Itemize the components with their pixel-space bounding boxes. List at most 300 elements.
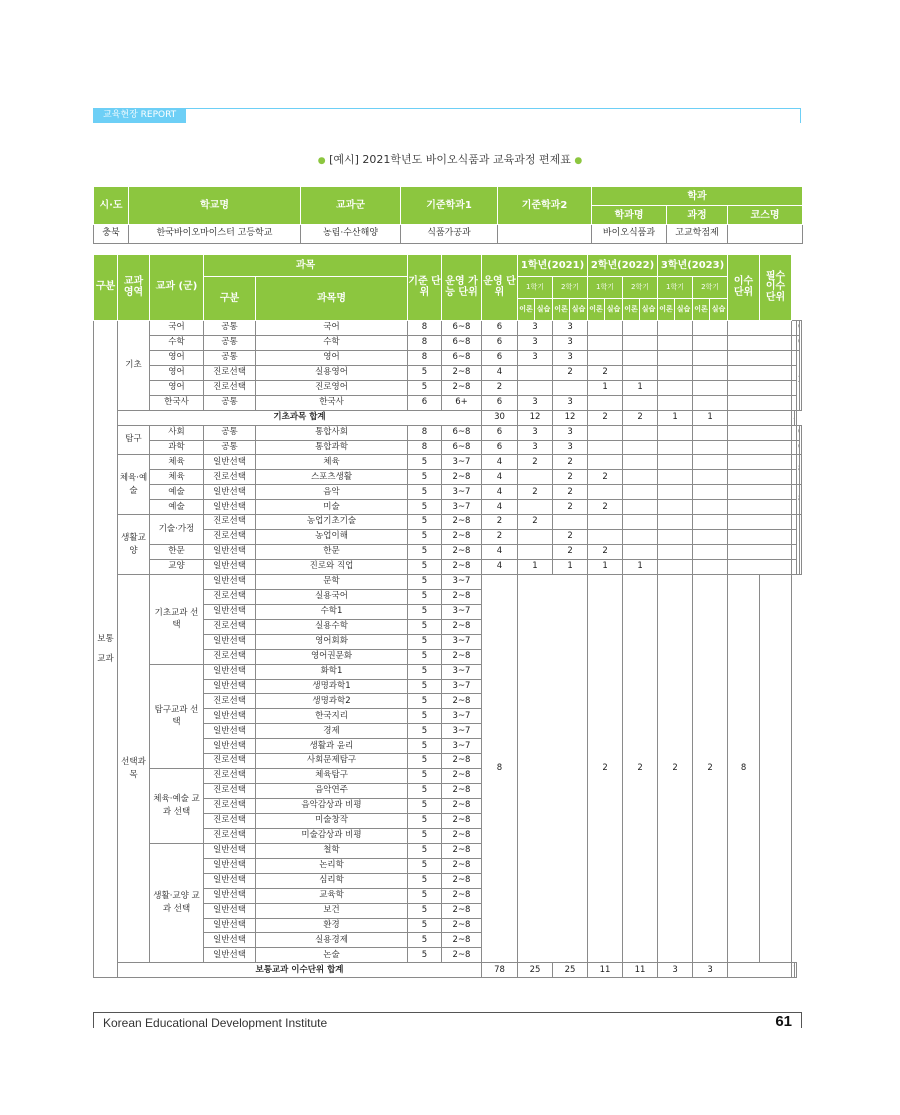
base-unit: 5 xyxy=(408,530,442,545)
semester-unit xyxy=(792,470,797,485)
group-cell: 체육·예술 교과 선택 xyxy=(150,769,204,844)
semester-unit: 3 xyxy=(553,335,588,350)
semester-unit xyxy=(588,440,623,455)
semester-unit: 1 xyxy=(588,380,623,395)
semester-unit xyxy=(658,545,693,560)
subject-name: 한국사 xyxy=(256,395,408,410)
type-cell: 진로선택 xyxy=(204,828,256,843)
semester-unit: 3 xyxy=(518,425,553,440)
semester-unit xyxy=(623,425,658,440)
semester-unit xyxy=(658,455,693,470)
summary-row xyxy=(94,410,802,425)
semester-unit xyxy=(693,365,728,380)
info-header: 시·도 xyxy=(94,187,129,225)
semester-unit: 2 xyxy=(553,545,588,560)
total-value: 12 xyxy=(518,410,553,425)
info-header: 교과군 xyxy=(301,187,401,225)
group-cell: 과학 xyxy=(150,440,204,455)
unit-range: 2~8 xyxy=(442,784,482,799)
semester-unit xyxy=(728,440,792,455)
subject-name: 실용경제 xyxy=(256,933,408,948)
oper-unit: 6 xyxy=(482,440,518,455)
table-row xyxy=(94,365,802,380)
subject-name: 미술감상과 비평 xyxy=(256,828,408,843)
unit-range: 3~7 xyxy=(442,485,482,500)
semester-unit: 1 xyxy=(623,560,658,575)
unit-range: 6~8 xyxy=(442,335,482,350)
semester-unit xyxy=(728,350,792,365)
h-gubun: 구분 xyxy=(94,255,118,321)
semester-unit xyxy=(693,500,728,515)
table-row xyxy=(94,350,802,365)
info-value: 충북 xyxy=(94,225,129,244)
subject-name: 사회문제탐구 xyxy=(256,754,408,769)
semester-unit: 3 xyxy=(553,425,588,440)
type-cell: 일반선택 xyxy=(204,545,256,560)
semester-unit: 3 xyxy=(518,321,553,336)
semester-unit xyxy=(792,560,797,575)
type-cell: 일반선택 xyxy=(204,858,256,873)
semester-unit xyxy=(792,530,797,545)
type-cell: 공통 xyxy=(204,321,256,336)
h-name: 과목명 xyxy=(256,277,408,321)
info-value: 농림·수산해양 xyxy=(301,225,401,244)
type-cell: 진로선택 xyxy=(204,619,256,634)
total-value: 1 xyxy=(658,410,693,425)
unit-range: 6~8 xyxy=(442,440,482,455)
table-row xyxy=(94,335,802,350)
req-cell xyxy=(799,485,801,515)
type-cell: 진로선택 xyxy=(204,380,256,395)
footer-org: Korean Educational Development Institute xyxy=(103,1016,328,1030)
summary-row xyxy=(94,963,802,978)
semester-unit: 3 xyxy=(553,440,588,455)
subject-name: 체육 xyxy=(256,455,408,470)
total-value: 78 xyxy=(482,963,518,978)
semester-unit: 1 xyxy=(553,560,588,575)
total-value xyxy=(728,963,792,978)
unit-range: 2~8 xyxy=(442,769,482,784)
semester-unit: 3 xyxy=(518,335,553,350)
semester-unit xyxy=(588,321,623,336)
semester-unit: 2 xyxy=(588,365,623,380)
semester-unit xyxy=(658,500,693,515)
semester-unit xyxy=(588,395,623,410)
type-cell: 일반선택 xyxy=(204,455,256,470)
group-cell: 생활·교양 교과 선택 xyxy=(150,843,204,963)
base-unit: 5 xyxy=(408,918,442,933)
table-row xyxy=(94,500,802,515)
base-unit: 5 xyxy=(408,545,442,560)
total-value: 12 xyxy=(553,410,588,425)
h-sem: 1학기 xyxy=(588,277,623,299)
type-cell: 공통 xyxy=(204,425,256,440)
base-unit: 5 xyxy=(408,724,442,739)
semester-unit xyxy=(728,500,792,515)
total-value: 2 xyxy=(623,410,658,425)
unit-range: 2~8 xyxy=(442,903,482,918)
oper-unit: 2 xyxy=(482,515,518,530)
base-unit: 5 xyxy=(408,485,442,500)
header-line-end xyxy=(800,108,801,123)
base-unit: 5 xyxy=(408,455,442,470)
type-cell: 일반선택 xyxy=(204,560,256,575)
unit-range: 2~8 xyxy=(442,589,482,604)
semester-unit xyxy=(728,395,792,410)
semester-unit: 2 xyxy=(623,574,658,962)
total-value: 3 xyxy=(693,963,728,978)
semester-unit xyxy=(658,395,693,410)
semester-unit xyxy=(693,560,728,575)
subject-name: 논술 xyxy=(256,948,408,963)
semester-unit: 2 xyxy=(553,455,588,470)
base-unit: 5 xyxy=(408,634,442,649)
subject-name: 생명과학2 xyxy=(256,694,408,709)
unit-range: 2~8 xyxy=(442,530,482,545)
gubun-label: 보통교과 xyxy=(94,321,118,978)
base-unit: 5 xyxy=(408,365,442,380)
unit-range: 6+ xyxy=(442,395,482,410)
oper-unit: 4 xyxy=(482,545,518,560)
table-row xyxy=(94,440,802,455)
total-value xyxy=(794,410,796,425)
oper-unit: 6 xyxy=(482,350,518,365)
total-value: 11 xyxy=(623,963,658,978)
semester-unit xyxy=(518,545,553,560)
base-unit: 5 xyxy=(408,813,442,828)
table-row xyxy=(94,321,802,336)
table-row xyxy=(94,485,802,500)
info-header: 학교명 xyxy=(129,187,301,225)
semester-unit xyxy=(693,455,728,470)
table-row xyxy=(94,395,802,410)
semester-unit xyxy=(728,365,792,380)
semester-unit xyxy=(623,440,658,455)
base-unit: 6 xyxy=(408,395,442,410)
semester-unit xyxy=(728,515,792,530)
area-label: 생활교양 xyxy=(118,515,150,575)
subject-name: 보건 xyxy=(256,903,408,918)
semester-unit xyxy=(623,530,658,545)
oper-unit: 4 xyxy=(482,365,518,380)
subject-name: 진로영어 xyxy=(256,380,408,395)
type-cell: 진로선택 xyxy=(204,784,256,799)
semester-unit xyxy=(623,365,658,380)
semester-unit xyxy=(728,425,792,440)
type-cell: 일반선택 xyxy=(204,873,256,888)
h-type: 구분 xyxy=(204,277,256,321)
footer-divider xyxy=(801,1012,802,1028)
subject-name: 음악 xyxy=(256,485,408,500)
h-credit: 이수 단위 xyxy=(728,255,760,321)
semester-unit xyxy=(518,365,553,380)
subject-name: 한문 xyxy=(256,545,408,560)
semester-unit: 2 xyxy=(658,574,693,962)
base-unit: 5 xyxy=(408,470,442,485)
subject-name: 음악감상과 비평 xyxy=(256,799,408,814)
type-cell: 일반선택 xyxy=(204,574,256,589)
unit-range: 2~8 xyxy=(442,470,482,485)
unit-range: 2~8 xyxy=(442,813,482,828)
credit-cell: 8 xyxy=(728,574,760,962)
subject-name: 체육탐구 xyxy=(256,769,408,784)
base-unit: 5 xyxy=(408,799,442,814)
unit-range: 3~7 xyxy=(442,664,482,679)
semester-unit: 2 xyxy=(553,470,588,485)
total-value: 25 xyxy=(518,963,553,978)
subject-name: 미술창작 xyxy=(256,813,408,828)
info-value xyxy=(498,225,592,244)
type-cell: 진로선택 xyxy=(204,589,256,604)
h-theory: 이론 xyxy=(518,299,535,321)
unit-range: 2~8 xyxy=(442,649,482,664)
subject-name: 실용영어 xyxy=(256,365,408,380)
group-cell: 체육 xyxy=(150,455,204,470)
semester-unit: 2 xyxy=(588,545,623,560)
unit-range: 2~8 xyxy=(442,754,482,769)
total-value xyxy=(794,963,796,978)
base-unit: 8 xyxy=(408,350,442,365)
base-unit: 5 xyxy=(408,500,442,515)
semester-unit xyxy=(623,321,658,336)
semester-unit xyxy=(728,380,792,395)
group-cell: 한문 xyxy=(150,545,204,560)
total-value: 2 xyxy=(588,410,623,425)
subject-name: 농업기초기술 xyxy=(256,515,408,530)
base-unit: 5 xyxy=(408,858,442,873)
semester-unit: 2 xyxy=(588,574,623,962)
table-row xyxy=(94,455,802,470)
oper-unit: 6 xyxy=(482,425,518,440)
info-value xyxy=(728,225,803,244)
area-label: 선택과목 xyxy=(118,574,150,962)
base-unit: 5 xyxy=(408,694,442,709)
type-cell: 공통 xyxy=(204,350,256,365)
subject-name: 농업이해 xyxy=(256,530,408,545)
semester-unit xyxy=(553,380,588,395)
group-cell: 사회 xyxy=(150,425,204,440)
total-value xyxy=(728,410,792,425)
unit-range: 3~7 xyxy=(442,739,482,754)
subject-name: 생활과 윤리 xyxy=(256,739,408,754)
total-value: 3 xyxy=(658,963,693,978)
semester-unit: 1 xyxy=(588,560,623,575)
semester-unit: 2 xyxy=(588,470,623,485)
req-cell xyxy=(760,574,792,962)
group-cell: 탐구교과 선택 xyxy=(150,664,204,769)
subject-name: 경제 xyxy=(256,724,408,739)
base-unit: 5 xyxy=(408,933,442,948)
h-theory: 이론 xyxy=(658,299,675,321)
type-cell: 공통 xyxy=(204,395,256,410)
h-practice: 실습 xyxy=(675,299,693,321)
bullet-icon: ● xyxy=(317,156,326,166)
semester-unit xyxy=(518,500,553,515)
subject-name: 통합과학 xyxy=(256,440,408,455)
h-range: 운영 가능 단위 xyxy=(442,255,482,321)
base-unit: 8 xyxy=(408,440,442,455)
type-cell: 진로선택 xyxy=(204,769,256,784)
subject-name: 환경 xyxy=(256,918,408,933)
type-cell: 진로선택 xyxy=(204,649,256,664)
unit-range: 3~7 xyxy=(442,574,482,589)
subject-name: 수학1 xyxy=(256,604,408,619)
area-label: 기초 xyxy=(118,321,150,411)
subject-name: 영어권문화 xyxy=(256,649,408,664)
unit-range: 2~8 xyxy=(442,918,482,933)
base-unit: 8 xyxy=(408,321,442,336)
base-unit: 5 xyxy=(408,739,442,754)
semester-unit: 2 xyxy=(553,485,588,500)
type-cell: 일반선택 xyxy=(204,948,256,963)
type-cell: 진로선택 xyxy=(204,365,256,380)
oper-unit: 4 xyxy=(482,455,518,470)
group-cell: 영어 xyxy=(150,365,204,380)
base-unit: 5 xyxy=(408,664,442,679)
unit-range: 3~7 xyxy=(442,500,482,515)
subject-name: 한국지리 xyxy=(256,709,408,724)
unit-range: 2~8 xyxy=(442,380,482,395)
type-cell: 일반선택 xyxy=(204,500,256,515)
unit-range: 3~7 xyxy=(442,679,482,694)
table-row xyxy=(94,470,802,485)
semester-unit xyxy=(623,395,658,410)
semester-unit: 2 xyxy=(518,455,553,470)
h-year2: 2학년(2022) xyxy=(588,255,658,277)
semester-unit xyxy=(588,485,623,500)
oper-unit: 4 xyxy=(482,470,518,485)
h-theory: 이론 xyxy=(588,299,605,321)
h-theory: 이론 xyxy=(553,299,570,321)
type-cell: 일반선택 xyxy=(204,918,256,933)
type-cell: 진로선택 xyxy=(204,813,256,828)
semester-unit xyxy=(658,485,693,500)
unit-range: 2~8 xyxy=(442,948,482,963)
report-tag: 교육현장 REPORT xyxy=(93,108,186,123)
base-unit: 5 xyxy=(408,619,442,634)
base-unit: 5 xyxy=(408,754,442,769)
base-unit: 5 xyxy=(408,589,442,604)
semester-unit xyxy=(623,545,658,560)
semester-unit xyxy=(658,380,693,395)
info-header: 기준학과1 xyxy=(401,187,498,225)
subject-name: 실용국어 xyxy=(256,589,408,604)
group-cell: 기초교과 선택 xyxy=(150,574,204,664)
oper-unit: 6 xyxy=(482,335,518,350)
unit-range: 2~8 xyxy=(442,828,482,843)
semester-unit: 3 xyxy=(518,395,553,410)
unit-range: 2~8 xyxy=(442,888,482,903)
base-unit: 5 xyxy=(408,948,442,963)
info-subheader: 과정 xyxy=(667,206,728,225)
base-unit: 5 xyxy=(408,709,442,724)
semester-unit: 3 xyxy=(553,321,588,336)
semester-unit xyxy=(693,485,728,500)
type-cell: 일반선택 xyxy=(204,888,256,903)
semester-unit: 1 xyxy=(518,560,553,575)
unit-range: 2~8 xyxy=(442,799,482,814)
area-label: 탐구 xyxy=(118,425,150,455)
group-cell: 한국사 xyxy=(150,395,204,410)
unit-range: 2~8 xyxy=(442,843,482,858)
grand-total-label: 보통교과 이수단위 합계 xyxy=(118,963,482,978)
subject-name: 영어회화 xyxy=(256,634,408,649)
type-cell: 진로선택 xyxy=(204,754,256,769)
group-cell: 영어 xyxy=(150,380,204,395)
table-row xyxy=(94,574,802,589)
semester-unit xyxy=(623,515,658,530)
info-value: 한국바이오마이스터 고등학교 xyxy=(129,225,301,244)
semester-unit: 2 xyxy=(553,500,588,515)
group-cell: 교양 xyxy=(150,560,204,575)
subject-name: 스포츠생활 xyxy=(256,470,408,485)
semester-unit xyxy=(728,530,792,545)
semester-unit xyxy=(728,455,792,470)
group-cell: 예술 xyxy=(150,500,204,515)
oper-unit: 4 xyxy=(482,485,518,500)
req-cell xyxy=(799,425,801,455)
unit-range: 3~7 xyxy=(442,634,482,649)
base-unit: 5 xyxy=(408,679,442,694)
semester-unit xyxy=(658,560,693,575)
group-cell: 국어 xyxy=(150,321,204,336)
semester-unit xyxy=(588,350,623,365)
type-cell: 일반선택 xyxy=(204,739,256,754)
subject-name: 문학 xyxy=(256,574,408,589)
semester-unit: 2 xyxy=(518,515,553,530)
type-cell: 일반선택 xyxy=(204,604,256,619)
base-unit: 5 xyxy=(408,784,442,799)
semester-unit: 2 xyxy=(518,485,553,500)
subject-name: 논리학 xyxy=(256,858,408,873)
unit-range: 2~8 xyxy=(442,545,482,560)
semester-unit xyxy=(693,335,728,350)
total-value: 1 xyxy=(693,410,728,425)
table-row xyxy=(94,560,802,575)
base-unit: 5 xyxy=(408,604,442,619)
type-cell: 진로선택 xyxy=(204,799,256,814)
semester-unit xyxy=(623,500,658,515)
type-cell: 일반선택 xyxy=(204,709,256,724)
semester-unit xyxy=(518,574,588,962)
semester-unit xyxy=(658,335,693,350)
group-cell: 체육 xyxy=(150,470,204,485)
semester-unit xyxy=(553,515,588,530)
semester-unit xyxy=(588,335,623,350)
oper-unit: 4 xyxy=(482,500,518,515)
unit-range: 3~7 xyxy=(442,724,482,739)
base-unit: 5 xyxy=(408,769,442,784)
type-cell: 일반선택 xyxy=(204,724,256,739)
base-unit: 5 xyxy=(408,888,442,903)
oper-unit: 6 xyxy=(482,321,518,336)
semester-unit xyxy=(658,440,693,455)
h-group: 교과 (군) xyxy=(150,255,204,321)
semester-unit: 2 xyxy=(693,574,728,962)
semester-unit xyxy=(792,500,797,515)
semester-unit xyxy=(658,425,693,440)
h-sem: 1학기 xyxy=(658,277,693,299)
info-header: 학과 xyxy=(592,187,803,206)
base-unit: 5 xyxy=(408,843,442,858)
type-cell: 일반선택 xyxy=(204,634,256,649)
h-oper: 운영 단위 xyxy=(482,255,518,321)
subject-name: 수학 xyxy=(256,335,408,350)
group-cell: 예술 xyxy=(150,485,204,500)
semester-unit xyxy=(623,485,658,500)
h-sem: 2학기 xyxy=(693,277,728,299)
oper-unit: 8 xyxy=(482,574,518,962)
